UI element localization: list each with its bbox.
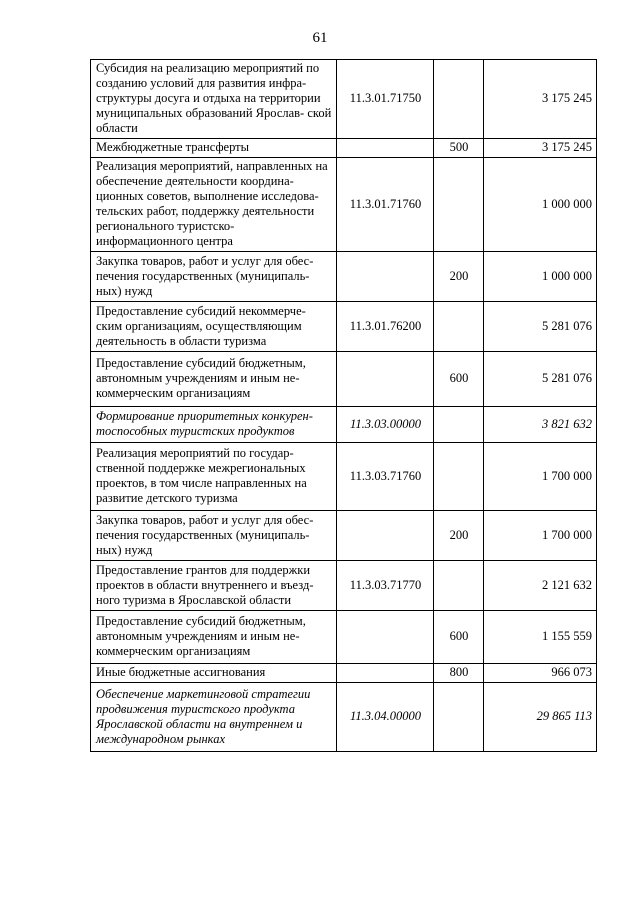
row-amount: 1 700 000	[484, 443, 597, 511]
row-code	[337, 611, 434, 664]
row-amount: 5 281 076	[484, 352, 597, 407]
row-code: 11.3.03.00000	[337, 407, 434, 443]
row-amount: 3 175 245	[484, 139, 597, 158]
row-amount: 1 000 000	[484, 252, 597, 302]
row-name: Межбюджетные трансферты	[91, 139, 337, 158]
row-name: Реализация мероприятий, направленных на обеспечение деятельности координа- ционных советов, выполнение исследова- тельских работ, поддержку деятельности регионального туристско- информационного центра	[91, 158, 337, 252]
row-name: Формирование приоритетных конкурен- тоспособных туристских продуктов	[91, 407, 337, 443]
row-name: Иные бюджетные ассигнования	[91, 664, 337, 683]
row-amount: 1 155 559	[484, 611, 597, 664]
row-type	[434, 302, 484, 352]
table-row	[91, 664, 597, 683]
table-row	[91, 139, 597, 158]
table-row	[91, 443, 597, 511]
row-type	[434, 443, 484, 511]
row-name: Субсидия на реализацию мероприятий по созданию условий для развития инфра- структуры досуга и отдыха на территории муниципальных образований Ярослав- ской области	[91, 60, 337, 139]
row-code	[337, 252, 434, 302]
row-code	[337, 664, 434, 683]
row-code: 11.3.01.71750	[337, 60, 434, 139]
row-amount: 5 281 076	[484, 302, 597, 352]
row-name: Предоставление субсидий бюджетным, автономным учреждениям и иным не- коммерческим организациям	[91, 352, 337, 407]
table-row	[91, 252, 597, 302]
row-amount: 1 700 000	[484, 511, 597, 561]
row-type	[434, 60, 484, 139]
row-amount: 3 175 245	[484, 60, 597, 139]
row-type: 600	[434, 352, 484, 407]
row-type	[434, 683, 484, 752]
row-name: Закупка товаров, работ и услуг для обес- печения государственных (муниципаль- ных) нужд	[91, 511, 337, 561]
row-type	[434, 561, 484, 611]
row-type: 500	[434, 139, 484, 158]
row-code: 11.3.04.00000	[337, 683, 434, 752]
row-type	[434, 158, 484, 252]
row-type: 200	[434, 511, 484, 561]
table-row-subprogram	[91, 683, 597, 752]
row-type	[434, 407, 484, 443]
row-name: Реализация мероприятий по государ- ственной поддержке межрегиональных проектов, в том числе направленных на развитие детского туризма	[91, 443, 337, 511]
row-amount: 966 073	[484, 664, 597, 683]
table-row	[91, 60, 597, 139]
row-code	[337, 139, 434, 158]
row-type: 200	[434, 252, 484, 302]
row-code	[337, 511, 434, 561]
row-code: 11.3.03.71770	[337, 561, 434, 611]
table-row	[91, 511, 597, 561]
row-code: 11.3.01.71760	[337, 158, 434, 252]
row-amount: 2 121 632	[484, 561, 597, 611]
row-type: 600	[434, 611, 484, 664]
row-type: 800	[434, 664, 484, 683]
row-amount: 3 821 632	[484, 407, 597, 443]
row-code: 11.3.01.76200	[337, 302, 434, 352]
row-name: Обеспечение маркетинговой стратегии продвижения туристского продукта Ярославской области на внутреннем и международном рынках	[91, 683, 337, 752]
table-row	[91, 561, 597, 611]
budget-table	[90, 59, 597, 752]
table-row	[91, 158, 597, 252]
row-name: Предоставление грантов для поддержки проектов в области внутреннего и въезд- ного туризма в Ярославской области	[91, 561, 337, 611]
row-amount: 1 000 000	[484, 158, 597, 252]
page-number: 61	[312, 30, 328, 46]
row-name: Закупка товаров, работ и услуг для обес- печения государственных (муниципаль- ных) нужд	[91, 252, 337, 302]
row-code	[337, 352, 434, 407]
row-amount: 29 865 113	[484, 683, 597, 752]
row-code: 11.3.03.71760	[337, 443, 434, 511]
row-name: Предоставление субсидий некоммерче- ским организациям, осуществляющим деятельность в области туризма	[91, 302, 337, 352]
table-row	[91, 302, 597, 352]
table-row	[91, 352, 597, 407]
table-row-subprogram	[91, 407, 597, 443]
table-row	[91, 611, 597, 664]
row-name: Предоставление субсидий бюджетным, автономным учреждениям и иным не- коммерческим организациям	[91, 611, 337, 664]
